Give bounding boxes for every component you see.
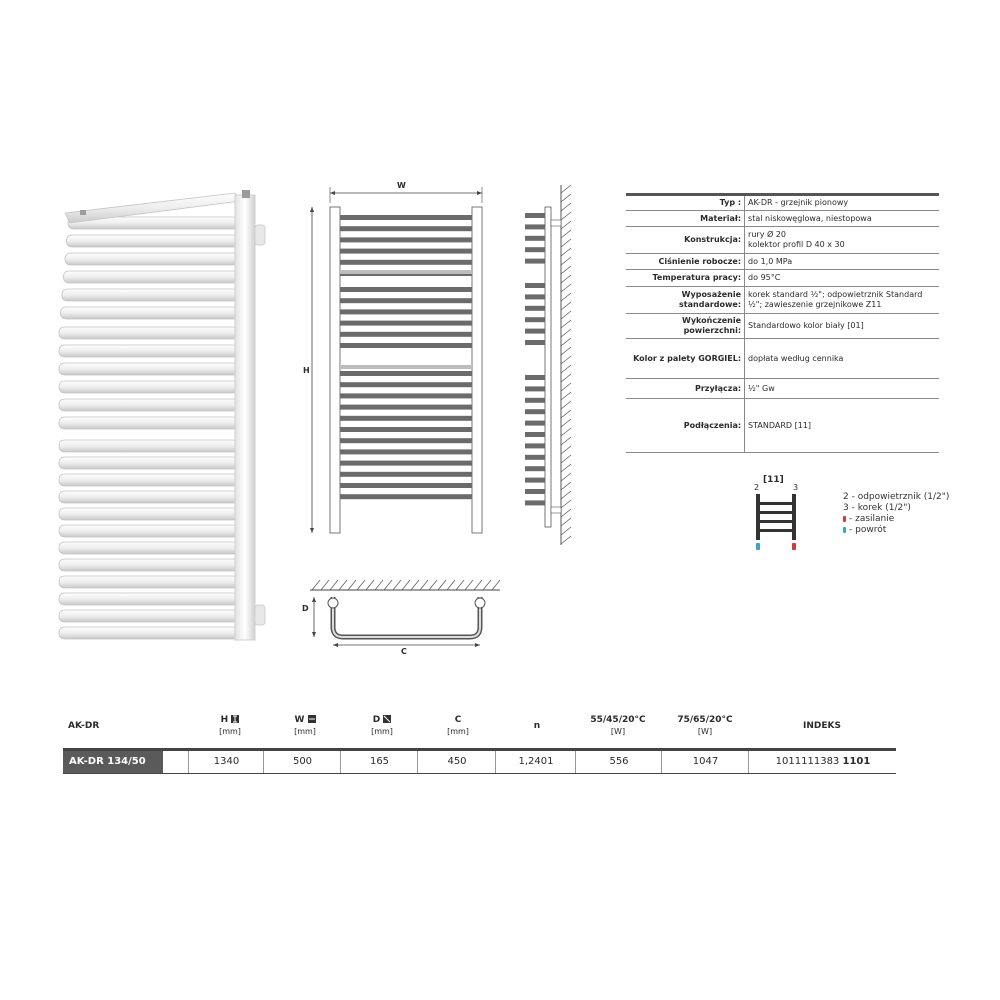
radiator-tube bbox=[59, 474, 242, 486]
radiator-product-image bbox=[50, 185, 280, 650]
ceiling-hatch-line bbox=[312, 580, 320, 590]
spec-value: do 95°C bbox=[745, 270, 939, 287]
radiator-tube bbox=[59, 627, 242, 639]
connection-legend bbox=[843, 492, 949, 536]
spec-row bbox=[626, 211, 939, 227]
ceiling-hatch-line bbox=[393, 580, 401, 590]
radiator-tube bbox=[59, 610, 242, 622]
radiator-tube bbox=[59, 559, 242, 571]
spec-row bbox=[626, 379, 939, 399]
spec-row bbox=[626, 314, 939, 339]
front-view-tube bbox=[340, 427, 472, 432]
connection-diagram bbox=[750, 492, 805, 554]
column-header-unit: [mm] bbox=[294, 727, 316, 736]
ceiling-hatch-line bbox=[402, 580, 410, 590]
spec-key: Konstrukcja: bbox=[626, 227, 745, 254]
side-view-tube bbox=[525, 247, 545, 252]
radiator-tube bbox=[59, 417, 242, 429]
radiator-tube bbox=[59, 525, 242, 537]
model-column-header: AK-DR bbox=[68, 721, 100, 731]
side-view-tube bbox=[525, 283, 545, 288]
column-header-name: 75/65/20°C bbox=[677, 715, 733, 725]
front-view-tube bbox=[340, 483, 472, 488]
side-view-tube bbox=[525, 306, 545, 311]
side-view-tube bbox=[525, 398, 545, 403]
wall-hatch-line bbox=[561, 302, 571, 310]
column-header-unit: [W] bbox=[610, 727, 626, 736]
side-view-tube bbox=[525, 329, 545, 334]
wall-hatch-line bbox=[561, 392, 571, 400]
front-view-gap-tube bbox=[340, 365, 472, 369]
radiator-tube bbox=[62, 289, 242, 301]
height-dimension-icon bbox=[231, 715, 239, 723]
radiator-tube bbox=[59, 593, 242, 605]
front-view-tube bbox=[340, 226, 472, 231]
column-header bbox=[357, 715, 407, 737]
connection-right-number: 3 bbox=[793, 483, 799, 492]
ceiling-hatch-line bbox=[321, 580, 329, 590]
side-view-tube bbox=[525, 409, 545, 414]
side-view-tube bbox=[525, 478, 545, 483]
side-view-drawing bbox=[515, 185, 585, 550]
spec-value: Standardowo kolor biały [01] bbox=[745, 314, 939, 339]
radiator-tube bbox=[59, 491, 242, 503]
front-view-tube bbox=[340, 449, 472, 454]
ceiling-hatch-line bbox=[483, 580, 491, 590]
wall-hatch-line bbox=[561, 455, 571, 463]
wall-hatch-line bbox=[561, 266, 571, 274]
spec-value: korek standard ½"; odpowietrznik Standard ½"; zawieszenie grzejnikowe Z11 bbox=[745, 287, 939, 314]
radiator-tube bbox=[59, 457, 242, 469]
spec-value: AK-DR - grzejnik pionowy bbox=[745, 195, 939, 211]
connection-code: [11] bbox=[763, 475, 784, 485]
legend-item-label: - powrót bbox=[849, 525, 887, 535]
table-cell-n: 1,2401 bbox=[495, 751, 576, 773]
model-name-cell: AK-DR 134/50 bbox=[63, 751, 163, 773]
front-view-tube bbox=[340, 321, 472, 326]
wall-hatch-line bbox=[561, 473, 571, 481]
front-view-gap-tube bbox=[340, 270, 472, 274]
wall-hatch-line bbox=[561, 464, 571, 472]
wall-hatch-line bbox=[561, 491, 571, 499]
wall-hatch-line bbox=[561, 500, 571, 508]
spec-value: stal niskowęglowa, niestopowa bbox=[745, 211, 939, 227]
column-header bbox=[782, 721, 862, 732]
wall-hatch-line bbox=[561, 311, 571, 319]
wall-hatch-line bbox=[561, 185, 571, 193]
front-view-tube bbox=[340, 249, 472, 254]
wall-hatch-line bbox=[561, 194, 571, 202]
ceiling-hatch-line bbox=[438, 580, 446, 590]
table-cell-d: 165 bbox=[340, 751, 418, 773]
front-view-tube bbox=[340, 343, 472, 348]
front-view-tube bbox=[340, 287, 472, 292]
wall-hatch-line bbox=[561, 257, 571, 265]
wall-hatch-line bbox=[561, 509, 571, 517]
spec-value: do 1,0 MPa bbox=[745, 254, 939, 270]
front-view-tube bbox=[340, 472, 472, 477]
column-header-name: C bbox=[454, 715, 462, 725]
spec-key: Kolor z palety GORGIEL: bbox=[626, 339, 745, 379]
legend-item bbox=[843, 525, 949, 536]
side-view-tube bbox=[525, 317, 545, 322]
column-header-unit: [mm] bbox=[371, 727, 393, 736]
wall-hatch-line bbox=[561, 212, 571, 220]
radiator-tube bbox=[59, 381, 242, 393]
spec-key: Wyposażenie standardowe: bbox=[626, 287, 745, 314]
radiator-tube bbox=[59, 508, 242, 520]
radiator-tube bbox=[59, 399, 242, 411]
table-cell-c: 450 bbox=[417, 751, 496, 773]
wall-hatch-line bbox=[561, 428, 571, 436]
column-header-name: INDEKS bbox=[803, 721, 841, 731]
width-label: W bbox=[397, 181, 406, 190]
top-view-drawing bbox=[300, 575, 510, 655]
wall-hatch-line bbox=[561, 230, 571, 238]
column-header-unit: [W] bbox=[697, 727, 713, 736]
spec-key: Temperatura pracy: bbox=[626, 270, 745, 287]
ceiling-hatch-line bbox=[411, 580, 419, 590]
spec-key: Typ : bbox=[626, 195, 745, 211]
side-view-tube bbox=[525, 236, 545, 241]
front-view-tube bbox=[340, 309, 472, 314]
front-view-tube bbox=[340, 298, 472, 303]
front-view-tube bbox=[340, 371, 472, 376]
front-view-tube bbox=[340, 260, 472, 265]
spec-table bbox=[626, 193, 939, 453]
ceiling-hatch-line bbox=[348, 580, 356, 590]
wall-hatch-line bbox=[561, 518, 571, 526]
radiator-tube bbox=[59, 345, 242, 357]
ceiling-hatch-line bbox=[330, 580, 338, 590]
table-cell-power-55: 556 bbox=[575, 751, 662, 773]
spec-row bbox=[626, 195, 939, 211]
wall-hatch-line bbox=[561, 203, 571, 211]
column-header-unit: [mm] bbox=[447, 727, 469, 736]
front-view-tube bbox=[340, 416, 472, 421]
side-view-tube bbox=[525, 455, 545, 460]
wall-hatch-line bbox=[561, 419, 571, 427]
side-view-tube bbox=[525, 432, 545, 437]
front-view-tube bbox=[340, 393, 472, 398]
ceiling-hatch-line bbox=[384, 580, 392, 590]
side-view-tube bbox=[525, 466, 545, 471]
radiator-tube bbox=[64, 271, 243, 283]
column-header-name: W bbox=[294, 715, 305, 725]
legend-item: 3 - korek (1/2") bbox=[843, 503, 911, 513]
ceiling-hatch-line bbox=[465, 580, 473, 590]
connection-left-number: 2 bbox=[754, 483, 760, 492]
spec-row bbox=[626, 227, 939, 254]
radiator-tube bbox=[59, 440, 242, 452]
side-view-tube bbox=[525, 386, 545, 391]
radiator-tube bbox=[59, 363, 242, 375]
ceiling-hatch-line bbox=[339, 580, 347, 590]
legend-item: 2 - odpowietrznik (1/2") bbox=[843, 492, 950, 502]
table-cell-h: 1340 bbox=[188, 751, 264, 773]
return-marker-icon bbox=[843, 527, 846, 533]
wall-hatch-line bbox=[561, 410, 571, 418]
wall-hatch-line bbox=[561, 347, 571, 355]
depth-dimension-icon bbox=[383, 715, 391, 723]
ceiling-hatch-line bbox=[447, 580, 455, 590]
column-header-name: D bbox=[372, 715, 381, 725]
spec-value: STANDARD [11] bbox=[745, 399, 939, 453]
depth-label: D bbox=[302, 604, 309, 613]
width-dimension-icon bbox=[308, 715, 316, 723]
column-header bbox=[665, 715, 745, 737]
front-view-drawing bbox=[300, 175, 500, 545]
wall-hatch-line bbox=[561, 365, 571, 373]
table-row bbox=[63, 748, 896, 774]
wall-hatch-line bbox=[561, 329, 571, 337]
front-view-tube bbox=[340, 494, 472, 499]
column-header-name: n bbox=[533, 721, 541, 731]
wall-hatch-line bbox=[561, 536, 571, 544]
column-header bbox=[280, 715, 330, 737]
side-view-tube bbox=[525, 259, 545, 264]
index-prefix: 1011111383 bbox=[775, 756, 843, 767]
wall-hatch-line bbox=[561, 221, 571, 229]
column-header-unit: [mm] bbox=[219, 727, 241, 736]
side-view-tube bbox=[525, 500, 545, 505]
front-view-tube bbox=[340, 382, 472, 387]
wall-hatch-line bbox=[561, 401, 571, 409]
side-view-tube bbox=[525, 489, 545, 494]
ceiling-hatch-line bbox=[375, 580, 383, 590]
spec-row bbox=[626, 339, 939, 379]
wall-hatch-line bbox=[561, 275, 571, 283]
wall-hatch-line bbox=[561, 446, 571, 454]
side-view-tube bbox=[525, 375, 545, 380]
side-view-tube bbox=[525, 213, 545, 218]
spec-key: Wykończenie powierzchni: bbox=[626, 314, 745, 339]
spec-row bbox=[626, 399, 939, 453]
radiator-tube bbox=[67, 235, 243, 247]
column-header bbox=[205, 715, 255, 737]
wall-hatch-line bbox=[561, 437, 571, 445]
radiator-tube bbox=[59, 327, 242, 339]
spec-key: Podłączenia: bbox=[626, 399, 745, 453]
radiator-tube bbox=[59, 576, 242, 588]
front-view-tube bbox=[340, 461, 472, 466]
radiator-tube bbox=[61, 307, 243, 319]
side-view-tube bbox=[525, 294, 545, 299]
table-cell-power-75: 1047 bbox=[661, 751, 749, 773]
table-cell-w: 500 bbox=[263, 751, 341, 773]
side-view-tube bbox=[525, 421, 545, 426]
front-view-tube bbox=[340, 215, 472, 220]
column-header-name: H bbox=[220, 715, 229, 725]
legend-item bbox=[843, 514, 949, 525]
wall-hatch-line bbox=[561, 293, 571, 301]
supply-marker-icon bbox=[843, 516, 846, 522]
column-header bbox=[578, 715, 658, 737]
spec-row bbox=[626, 254, 939, 270]
front-view-tube bbox=[340, 332, 472, 337]
radiator-tube bbox=[59, 542, 242, 554]
wall-hatch-line bbox=[561, 383, 571, 391]
front-view-tube bbox=[340, 405, 472, 410]
column-header bbox=[433, 715, 483, 737]
spec-value: rury Ø 20 kolektor profil D 40 x 30 bbox=[745, 227, 939, 254]
side-view-tube bbox=[525, 340, 545, 345]
ceiling-hatch-line bbox=[429, 580, 437, 590]
spacing-label: C bbox=[401, 647, 407, 656]
ceiling-hatch-line bbox=[456, 580, 464, 590]
wall-hatch-line bbox=[561, 527, 571, 535]
wall-hatch-line bbox=[561, 356, 571, 364]
spec-row bbox=[626, 287, 939, 314]
height-label: H bbox=[303, 366, 310, 375]
spec-value: dopłata według cennika bbox=[745, 339, 939, 379]
ceiling-hatch-line bbox=[366, 580, 374, 590]
side-view-tube bbox=[525, 224, 545, 229]
wall-hatch-line bbox=[561, 239, 571, 247]
index-suffix: 1101 bbox=[842, 756, 871, 767]
column-header bbox=[512, 721, 562, 732]
spec-key: Ciśnienie robocze: bbox=[626, 254, 745, 270]
wall-hatch-line bbox=[561, 338, 571, 346]
ceiling-hatch-line bbox=[357, 580, 365, 590]
ceiling-hatch-line bbox=[474, 580, 482, 590]
legend-item-label: - zasilanie bbox=[849, 514, 895, 524]
column-header-name: 55/45/20°C bbox=[590, 715, 646, 725]
spec-row bbox=[626, 270, 939, 287]
table-cell-index bbox=[748, 751, 897, 773]
front-view-tube bbox=[340, 237, 472, 242]
spec-value: ½" Gw bbox=[745, 379, 939, 399]
ceiling-hatch-line bbox=[492, 580, 500, 590]
wall-hatch-line bbox=[561, 320, 571, 328]
wall-hatch-line bbox=[561, 482, 571, 490]
ceiling-hatch-line bbox=[420, 580, 428, 590]
spec-key: Materiał: bbox=[626, 211, 745, 227]
wall-hatch-line bbox=[561, 248, 571, 256]
front-view-tube bbox=[340, 438, 472, 443]
wall-hatch-line bbox=[561, 284, 571, 292]
radiator-tube bbox=[65, 253, 242, 265]
side-view-tube bbox=[525, 443, 545, 448]
wall-hatch-line bbox=[561, 374, 571, 382]
spec-key: Przyłącza: bbox=[626, 379, 745, 399]
